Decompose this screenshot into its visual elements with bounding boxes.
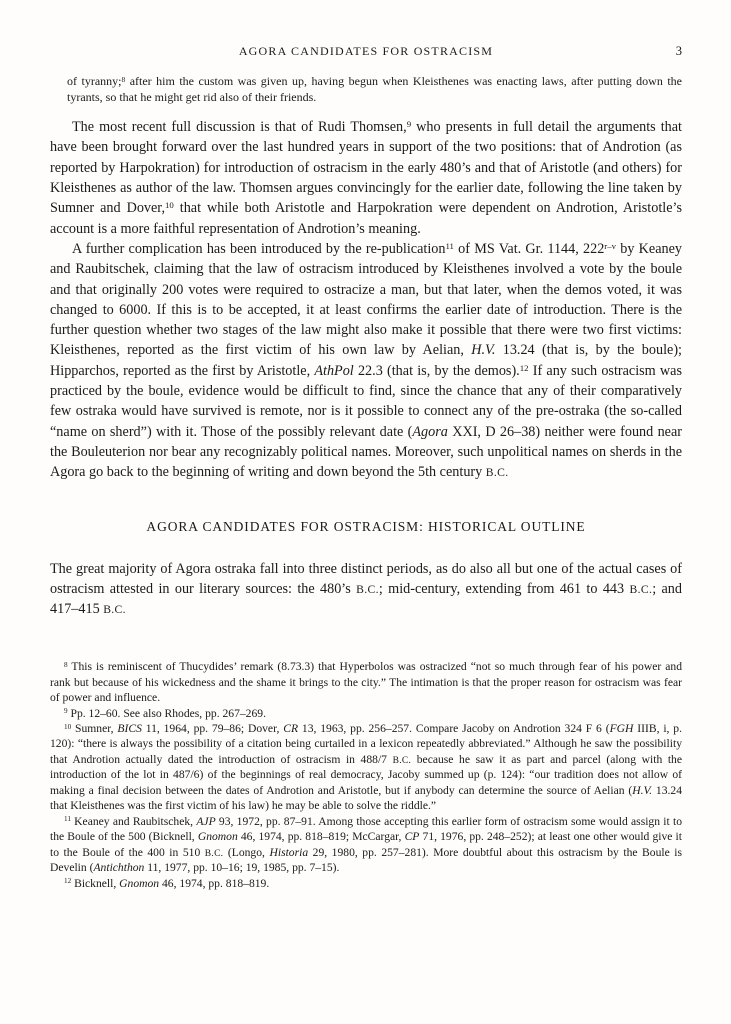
text-segment: CP [404, 830, 420, 844]
text-segment: AthPol [314, 362, 354, 379]
footnote-marker: 8 [121, 74, 126, 84]
text-segment: 11, 1977, pp. 10–16; 19, 1985, pp. 7–15). [144, 861, 340, 875]
text-segment: CR [283, 722, 299, 736]
block-quote [67, 73, 682, 105]
page-number: 3 [675, 44, 682, 58]
text-segment: B.C. [356, 582, 379, 596]
text-segment: 93, 1972, pp. 87–91. Among those accepting this earlier form of ostracism some would assign it to the Boule of the 500 (Bicknell, [50, 814, 683, 844]
text-segment: 29, 1980, pp. 257–281). More doubtful about this ostracism by the Boule is Develin ( [50, 845, 683, 875]
text-segment: 13, 1963, pp. 256–257. Compare Jacoby on Androtion 324 F 6 ( [298, 722, 610, 736]
footnote [50, 659, 682, 705]
footnote-marker: r–v [604, 240, 617, 251]
page-header [50, 44, 682, 59]
footnote-marker: 11 [445, 240, 454, 251]
text-segment: B.C. [103, 603, 126, 617]
footnote-marker: 12 [64, 877, 72, 886]
text-segment: IIIB, i, p. 120): “there is always the possibility of a citation being curtailed in a lexicon repeatedly abbreviated.” Although he saw the possibility that Androtion actually dated the introduction of ostracism in 488/7 [50, 722, 682, 766]
text-segment: The most recent full discussion is that of Rudi Thomsen, [72, 119, 407, 136]
text-segment: B.C. [629, 582, 653, 596]
footnote [50, 706, 682, 721]
text-segment: H.V. [471, 342, 496, 359]
text-segment: ; mid-century, extending from 461 to 443 [378, 580, 630, 597]
footnote-marker: 12 [519, 362, 529, 373]
paragraph [50, 559, 682, 620]
paragraph [50, 239, 682, 483]
text-segment: Sumner, [71, 722, 118, 736]
footnote [50, 721, 682, 814]
footnote [50, 876, 682, 891]
text-segment: Historia [269, 845, 309, 859]
text-segment: Pp. 12–60. See also Rhodes, pp. 267–269. [67, 706, 266, 720]
footnote-marker: 10 [165, 200, 174, 211]
text-segment: 13.24 (that is, by the boule); Hipparchos, reported as the first by Aristotle, [50, 342, 682, 379]
text-segment: B.C. [485, 466, 509, 480]
footnotes [50, 659, 682, 891]
text-segment: Gnomon [197, 830, 238, 844]
text-segment: FGH [609, 722, 634, 736]
footnote-marker: 10 [64, 722, 72, 731]
text-segment: A further complication has been introduced by the re-publication [72, 240, 446, 257]
text-segment: AJP [196, 814, 216, 828]
text-segment: XXI, D 26–38) neither were found near the Bouleuterion nor bear any recognizably political names. Moreover, such unpolitical names on sherds in the Agora go back to the beginning of writing and down beyond the 5th century [50, 423, 682, 481]
text-segment: Antichthon [93, 861, 145, 875]
text-segment: Agora [412, 423, 448, 440]
text-segment: B.C. [204, 848, 224, 859]
text-segment: after him the custom was given up, having begun when Kleisthenes was enacting laws, after putting down the tyrants, so that he might get rid also of their friends. [67, 74, 682, 105]
text-segment: who presents in full detail the arguments that have been brought forward over the last hundred years in support of the two positions: that of Androtion (as reported by Harpokration) for introduction of ostracism in the early 480’s and that of Aristotle (and others) for Kleisthenes as author of the law. Thomsen argues convincingly for the earlier date, following the line taken by Sumner and Dover, [50, 119, 682, 217]
text-segment: of MS Vat. Gr. 1144, 222 [453, 240, 605, 257]
text-segment: (Longo, [223, 845, 270, 859]
running-title: AGORA CANDIDATES FOR OSTRACISM [238, 44, 494, 58]
text-segment: 11, 1964, pp. 79–86; Dover, [141, 722, 284, 736]
text-segment: because he saw it as part and parcel (along with the introduction of the lot in 487/6) of the beginnings of real democracy, Jacoby summed up (p. 124): “our tradition does not allow of making a final decision between the dates of Androtion and Aristotle, but if anybody can determine the source of Aelian ( [50, 752, 683, 797]
text-segment: 22.3 (that is, by the demos). [353, 362, 520, 379]
text-segment: Keaney and Raubitschek, [70, 814, 197, 828]
text-segment: Gnomon [119, 876, 160, 890]
footnote-marker: 9 [406, 119, 412, 130]
text-segment: If any such ostracism was practiced by the boule, evidence would be difficult to find, since the chance that any of their comparatively few ostraka would have survived is remote, nor is it possible to connect any of the pre-ostraka (the so-called “name on sherd”) with it. Those of the possibly relevant date ( [50, 362, 682, 440]
section-heading: AGORA CANDIDATES FOR OSTRACISM: HISTORICAL OUTLINE [146, 518, 586, 534]
footnote-marker: 8 [64, 661, 68, 670]
text-segment: by Keaney and Raubitschek, claiming that the law of ostracism introduced by Kleisthenes involved a vote by the boule and that originally 200 votes were required to ostracize a man, but that later, when the demos voted, it was changed to 6000. If this is to be accepted, it at least confirms the earlier date of introduction. There is the further question whether two stages of the law might also make it possible that there were two first victims: Kleisthenes, reported as the first victim of his own law by Aelian, [50, 240, 683, 359]
text-segment: 71, 1976, pp. 248–252); at least one other would give it to the Boule of the 400 in 510 [50, 830, 682, 859]
text-segment: B.C. [392, 755, 412, 766]
text-segment: 46, 1974, pp. 818–819; McCargar, [237, 830, 405, 844]
text-segment: This is reminiscent of Thucydides’ remark (8.73.3) that Hyperbolos was ostracized “not so much through fear of his power and rank but because of his wickedness and the shame it brings to the city.” The intimation is that the proper reason for ostracism was fear of power and influence. [50, 660, 682, 705]
text-segment: H.V. [632, 783, 653, 797]
text-segment: 46, 1974, pp. 818–819. [159, 876, 270, 890]
text-segment: BICS [117, 722, 142, 736]
footnote [50, 814, 682, 876]
text-segment: of tyranny; [67, 74, 122, 88]
text-segment: Bicknell, [71, 876, 120, 890]
text-segment: The great majority of Agora ostraka fall into three distinct periods, as do also all but one of the actual cases of ostracism attested in our literary sources: the 480’s [50, 560, 682, 597]
text-segment: ; and 417–415 [50, 580, 682, 618]
footnote-marker: 9 [64, 707, 68, 716]
text-segment: that while both Aristotle and Harpokration were dependent on Androtion, Aristotle’s account is a more faithful representation of Androtion’s meaning. [50, 200, 682, 237]
paragraph [50, 117, 682, 239]
footnote-marker: 11 [64, 815, 71, 824]
text-segment: 13.24 that Kleisthenes was the first victim of his law) he may be able to solve the riddle.” [50, 783, 682, 813]
